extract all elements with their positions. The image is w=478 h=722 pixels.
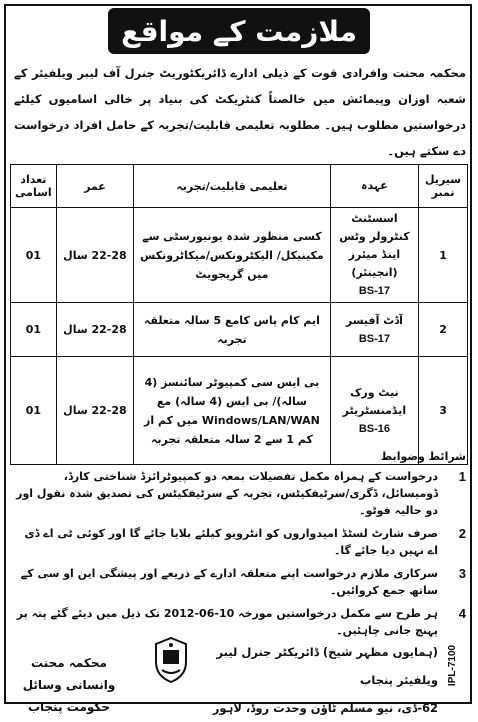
row-post (330, 208, 418, 303)
row-serial: 3 (419, 357, 468, 465)
row-serial: 1 (419, 208, 468, 303)
row-post (330, 303, 418, 357)
header-serial: سیریل نمبر (419, 165, 468, 208)
row-count: 01 (11, 357, 57, 465)
term-text: ہر طرح سے مکمل درخواستیں مورخہ 10-06-2012 تک ذیل میں دیئے گئے پتہ پر پہنچ جانی چاہئیں۔ (16, 607, 438, 637)
header-count: تعداد اسامی (11, 165, 57, 208)
government-name: حکومت پنجاب (27, 700, 111, 714)
post-title: نیٹ ورک ایڈمنسٹریٹر (342, 385, 407, 417)
post-scale: BS-17 (358, 332, 391, 345)
table-row (11, 303, 468, 357)
office-address: 62-ڈی، نیو مسلم ٹاؤن وحدت روڈ، لاہور (212, 701, 438, 715)
table-header-row (11, 165, 468, 208)
post-title: آڈٹ آفیسر (345, 313, 403, 327)
header-post: عہدہ (330, 165, 418, 208)
row-count: 01 (11, 303, 57, 357)
row-age: 22-28 سال (56, 357, 133, 465)
department-block (14, 652, 124, 718)
header-age: عمر (56, 165, 133, 208)
table-row (11, 208, 468, 303)
contact-block (178, 638, 438, 722)
officer-name: (ہمایوں مظہر شیخ) ڈائریکٹر جنرل لیبر ویلفیئر پنجاب (216, 645, 438, 687)
post-scale: BS-16 (358, 422, 391, 435)
department-name: محکمہ محنت وانسانی وسائل (22, 656, 116, 692)
row-age: 22-28 سال (56, 208, 133, 303)
term-text: صرف شارٹ لسٹڈ امیدواروں کو انٹرویو کیلئے بلایا جائے گا اور کوئی ٹی اے ڈی اے نہیں دیا جائے گا۔ (24, 527, 438, 557)
terms-list (12, 468, 466, 645)
list-item (12, 565, 466, 599)
header-qualification: تعلیمی قابلیت/تجربہ (134, 165, 331, 208)
intro-paragraph: محکمہ محنت وافرادی قوت کے ذیلی ادارے ڈائریکٹوریٹ جنرل آف لیبر ویلفیئر کے شعبہ اوزان وپیمائش میں خالصتاً کنٹریکٹ کی بنیاد پر خالی اسامیوں کیلئے درخواستیں مطلوب ہیں۔ مطلوبہ تعلیمی قابلیت/تجربہ کے حامل افراد درخواست دے سکتے ہیں۔ (14, 66, 466, 158)
term-number: 3 (458, 566, 466, 581)
post-title: اسسٹنٹ کنٹرولر وٹس اینڈ میئرز (انجینئر) (339, 212, 410, 279)
row-post (330, 357, 418, 465)
terms-title: شرائط وضوابط (380, 450, 466, 463)
row-age: 22-28 سال (56, 303, 133, 357)
page-title: ملازمت کے مواقع (108, 8, 370, 54)
row-count: 01 (11, 208, 57, 303)
list-item (12, 468, 466, 519)
reference-code-text: IPL-7100 (447, 644, 459, 687)
jobs-table (10, 164, 468, 465)
row-qualification: ایم کام پاس کامع 5 سالہ متعلقہ تجربہ (134, 303, 331, 357)
table-row (11, 357, 468, 465)
term-number: 4 (458, 606, 466, 621)
term-number: 1 (458, 469, 466, 484)
row-qualification: کسی منظور شدہ یونیورسٹی سے مکینیکل/ الیکٹرونکس/میکاٹرونکس میں گریجویٹ (134, 208, 331, 303)
post-scale: BS-17 (358, 285, 391, 297)
row-qualification: بی ایس سی کمپیوٹر سائنسز (4 سالہ)/ بی ایس (4 سالہ) مع Windows/LAN/WAN میں کم از کم 1 سے 2 سالہ متعلقہ تجربہ (134, 357, 331, 465)
term-text: سرکاری ملازم درخواست اپنے متعلقہ ادارے کے ذریعے اور پیشگی این او سی کے ساتھ جمع کروائیں۔ (20, 567, 438, 597)
list-item (12, 525, 466, 559)
reference-code (447, 640, 470, 700)
term-text: درخواست کے ہمراہ مکمل تفصیلات بمعہ دو کمپیوٹرائزڈ شناختی کارڈ، ڈومیسائل، ڈگری/سرٹیفکیٹس، تجربہ کے سرٹیفکیٹس کی تصدیق شدہ نقول اور دو حالیہ فوٹو۔ (16, 470, 438, 517)
footer (0, 630, 478, 715)
term-number: 2 (458, 526, 466, 541)
row-serial: 2 (419, 303, 468, 357)
